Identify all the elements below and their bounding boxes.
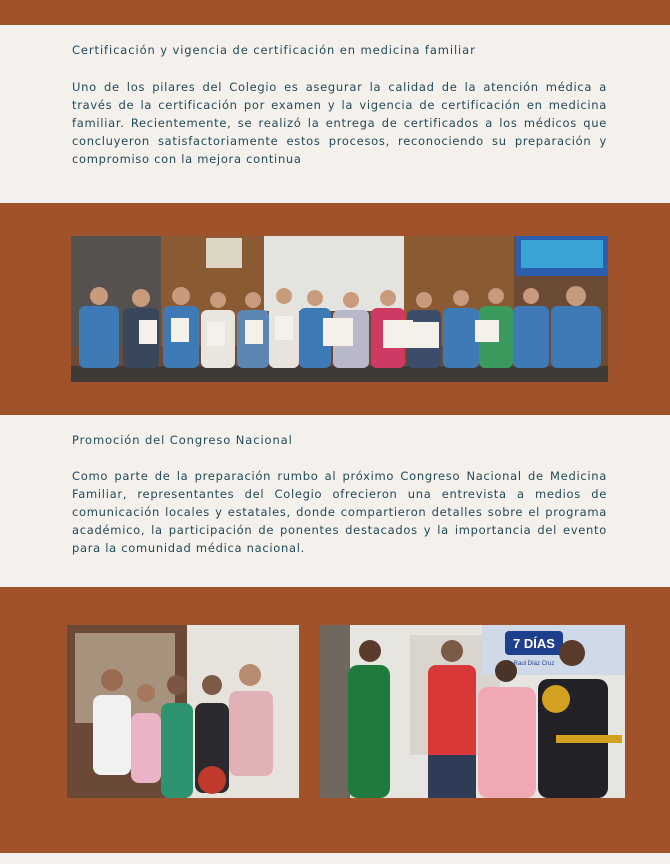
section-paragraph-certification: Uno de los pilares del Colegio es asegurar la calidad de la atención médica a través de la certificación por examen y la vigencia de certificación en medicina familiar. Recientemente, se realizó la entrega de certificados a los médicos que concluyeron satisfactoriamente estos procesos, reconociendo su preparación y compromiso con la mejora continua: [72, 80, 607, 166]
section-heading-certification: Certificación y vigencia de certificación en medicina familiar: [72, 43, 476, 57]
section-paragraph-congress: Como parte de la preparación rumbo al próximo Congreso Nacional de Medicina Familiar, representantes del Colegio ofrecieron una entrevista a medios de comunicación locales y estatales, donde compartieron detalles sobre el programa académico, la participación de ponentes destacados y la importancia del evento para la comunidad médica nacional.: [72, 469, 607, 555]
section-heading-congress: Promoción del Congreso Nacional: [72, 433, 293, 447]
interview-sign-subtitle: Raul Díaz Cruz: [513, 661, 555, 667]
top-band: [0, 0, 670, 25]
group-photo-interview: [67, 625, 299, 798]
bottom-strip: [0, 853, 670, 864]
radio-interview-photo: [320, 625, 625, 798]
interview-sign-title: 7 DÍAS: [513, 636, 555, 651]
certificate-ceremony-photo: [71, 236, 608, 382]
